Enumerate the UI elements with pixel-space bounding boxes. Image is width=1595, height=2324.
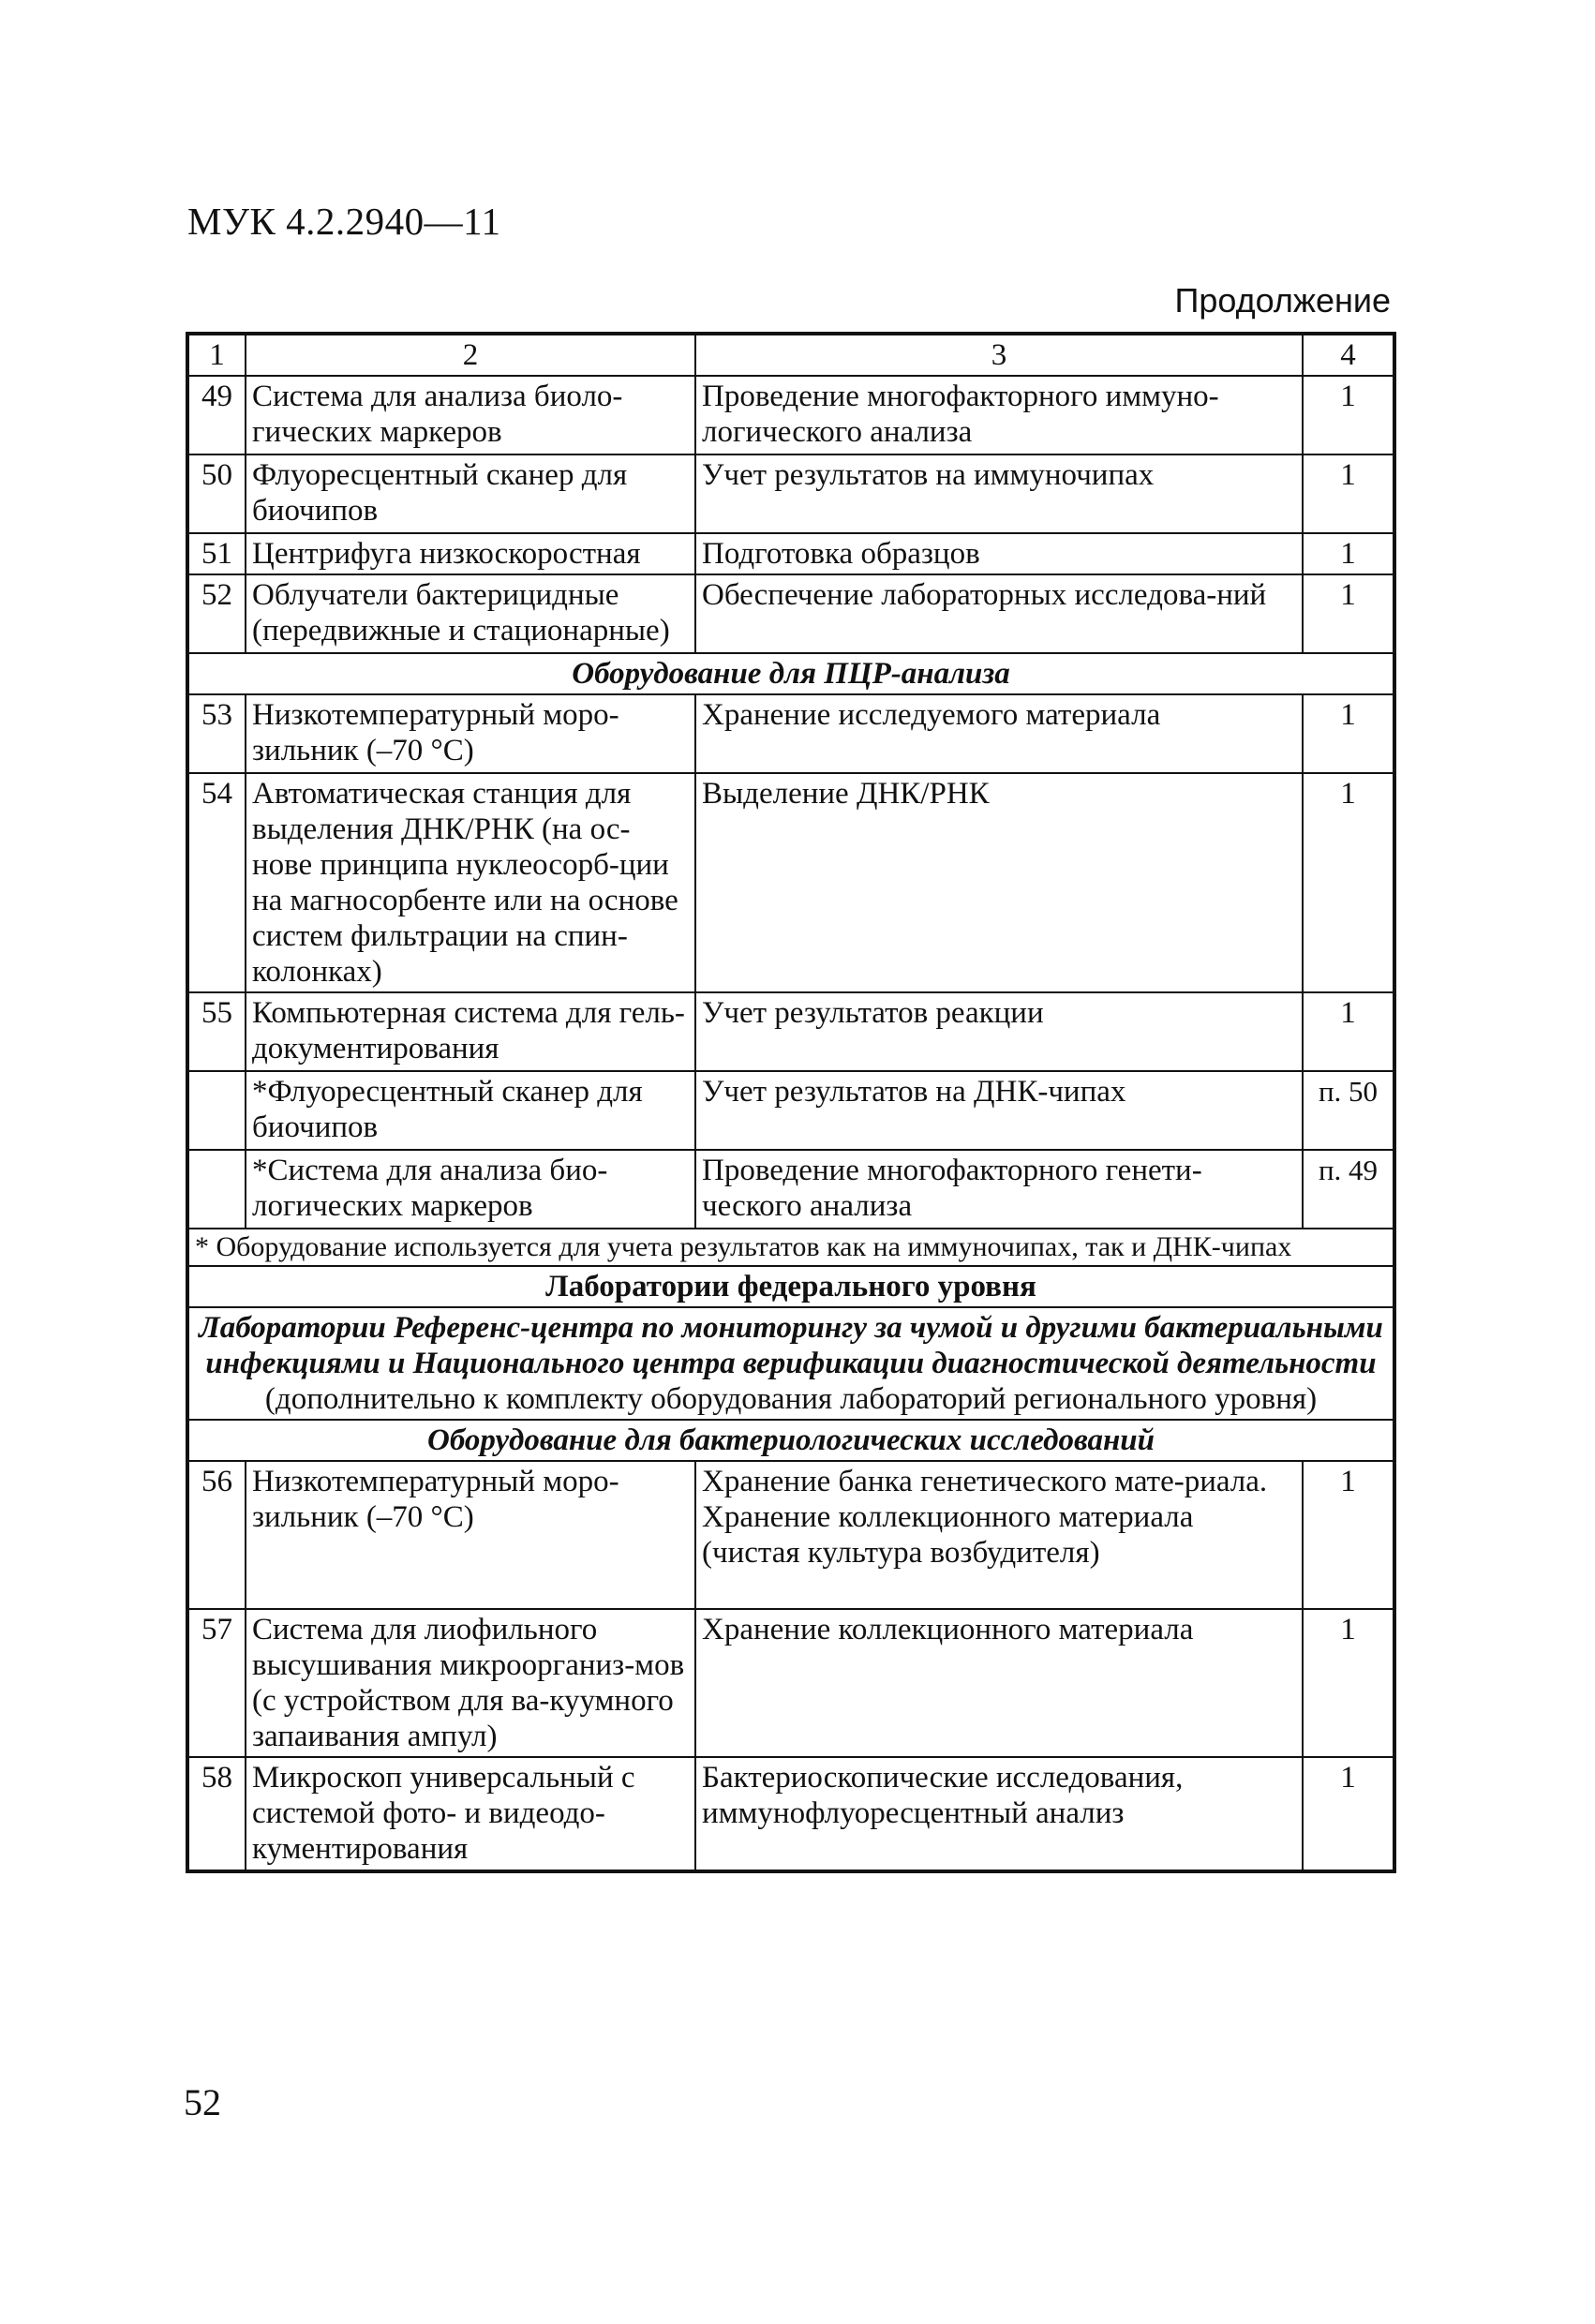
equipment-name: *Система для анализа био-логических маркеров	[246, 1150, 695, 1229]
table-row	[187, 1150, 1394, 1229]
column-header: 4	[1303, 334, 1394, 376]
row-number: 57	[187, 1609, 246, 1757]
row-number: 55	[187, 992, 246, 1071]
row-number	[187, 1150, 246, 1229]
table-row	[187, 1609, 1394, 1757]
equipment-purpose: Подготовка образцов	[695, 533, 1303, 574]
equipment-purpose: Хранение коллекционного материала	[695, 1609, 1303, 1757]
page-number: 52	[184, 2081, 221, 2123]
equipment-quantity: 1	[1303, 1609, 1394, 1757]
equipment-quantity: 1	[1303, 454, 1394, 533]
lab-description-row	[187, 1307, 1394, 1420]
table-row	[187, 533, 1394, 574]
equipment-name: Центрифуга низкоскоростная	[246, 533, 695, 574]
table-row	[187, 376, 1394, 454]
equipment-name: Система для лиофильного высушивания микроорганиз-мов (с устройством для ва-куумного запаивания ампул)	[246, 1609, 695, 1757]
lab-description	[187, 1307, 1394, 1420]
section-heading-pcr-row	[187, 653, 1394, 694]
row-number: 54	[187, 773, 246, 992]
row-number: 52	[187, 574, 246, 653]
equipment-quantity: 1	[1303, 992, 1394, 1071]
section-heading-pcr: Оборудование для ПЦР-анализа	[187, 653, 1394, 694]
section-heading-bacteriology: Оборудование для бактериологических исследований	[187, 1420, 1394, 1461]
row-number: 49	[187, 376, 246, 454]
equipment-quantity: 1	[1303, 1757, 1394, 1871]
section-heading-federal: Лаборатории федерального уровня	[187, 1266, 1394, 1307]
equipment-name: Флуоресцентный сканер для биочипов	[246, 454, 695, 533]
footnote-row	[187, 1229, 1394, 1266]
row-number: 53	[187, 694, 246, 773]
equipment-purpose: Проведение многофакторного генети-ческого анализа	[695, 1150, 1303, 1229]
equipment-purpose: Хранение банка генетического мате-риала. Хранение коллекционного материала (чистая культура возбудителя)	[695, 1461, 1303, 1609]
equipment-purpose: Проведение многофакторного иммуно-логического анализа	[695, 376, 1303, 454]
equipment-quantity: 1	[1303, 1461, 1394, 1609]
column-header: 3	[695, 334, 1303, 376]
footnote: * Оборудование используется для учета результатов как на иммуночипах, так и ДНК-чипах	[187, 1229, 1394, 1266]
table-row	[187, 454, 1394, 533]
row-number: 50	[187, 454, 246, 533]
equipment-name: *Флуоресцентный сканер для биочипов	[246, 1071, 695, 1150]
table-row	[187, 1071, 1394, 1150]
equipment-quantity: 1	[1303, 574, 1394, 653]
equipment-name: Микроскоп универсальный с системой фото- и видеодо-кументирования	[246, 1757, 695, 1871]
equipment-purpose: Хранение исследуемого материала	[695, 694, 1303, 773]
equipment-purpose: Выделение ДНК/РНК	[695, 773, 1303, 992]
table-row	[187, 992, 1394, 1071]
table-row	[187, 1757, 1394, 1871]
equipment-quantity: 1	[1303, 694, 1394, 773]
document-code: МУК 4.2.2940—11	[187, 200, 501, 243]
equipment-purpose: Учет результатов на ДНК-чипах	[695, 1071, 1303, 1150]
equipment-quantity: 1	[1303, 773, 1394, 992]
equipment-purpose: Бактериоскопические исследования, иммунофлуоресцентный анализ	[695, 1757, 1303, 1871]
equipment-name: Низкотемпературный моро-зильник (–70 °С)	[246, 1461, 695, 1609]
row-number: 58	[187, 1757, 246, 1871]
section-heading-federal-row	[187, 1266, 1394, 1307]
table-row	[187, 773, 1394, 992]
equipment-quantity: 1	[1303, 376, 1394, 454]
equipment-quantity: п. 49	[1303, 1150, 1394, 1229]
table-row	[187, 574, 1394, 653]
equipment-name: Компьютерная система для гель-документирования	[246, 992, 695, 1071]
equipment-name: Низкотемпературный моро-зильник (–70 °С)	[246, 694, 695, 773]
section-heading-bacteriology-row	[187, 1420, 1394, 1461]
row-number	[187, 1071, 246, 1150]
equipment-name: Система для анализа биоло-гических маркеров	[246, 376, 695, 454]
equipment-quantity: 1	[1303, 533, 1394, 574]
table-header-row	[187, 334, 1394, 376]
equipment-quantity: п. 50	[1303, 1071, 1394, 1150]
equipment-purpose: Обеспечение лабораторных исследова-ний	[695, 574, 1303, 653]
lab-note: (дополнительно к комплекту оборудования лабораторий регионального уровня)	[264, 1382, 1318, 1416]
table-row	[187, 694, 1394, 773]
table-row	[187, 1461, 1394, 1609]
equipment-table	[186, 332, 1396, 1873]
row-number: 51	[187, 533, 246, 574]
row-number: 56	[187, 1461, 246, 1609]
column-header: 2	[246, 334, 695, 376]
lab-title: Лаборатории Референс-центра по мониторингу за чумой и другими бактериальными инфекциями и Национального центра верификации диагностической деятельности	[199, 1311, 1383, 1380]
equipment-purpose: Учет результатов реакции	[695, 992, 1303, 1071]
equipment-name: Автоматическая станция для выделения ДНК/РНК (на ос-нове принципа нуклеосорб-ции на магносорбенте или на основе систем фильтрации на спин-колонках)	[246, 773, 695, 992]
column-header: 1	[187, 334, 246, 376]
equipment-purpose: Учет результатов на иммуночипах	[695, 454, 1303, 533]
continuation-label: Продолжение	[1174, 281, 1391, 320]
equipment-name: Облучатели бактерицидные (передвижные и стационарные)	[246, 574, 695, 653]
